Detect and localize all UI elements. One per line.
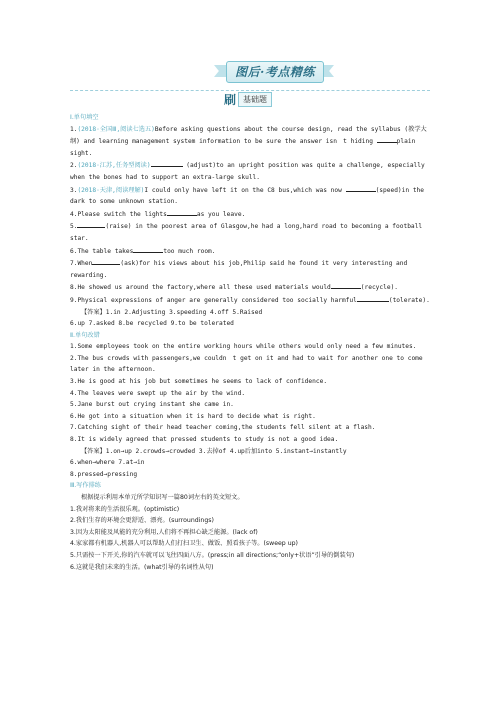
answer-blank bbox=[92, 257, 120, 265]
correction-item: 1.Some employees took on the entire working hours while others would only need a few minutes. bbox=[70, 343, 417, 351]
correction-item: 6.He got into a situation when it is hard to decide what is right. bbox=[70, 412, 316, 420]
answer-blank bbox=[77, 220, 105, 228]
answer-key: 【答案】1.on→up 2.crowds→crowded 3.去掉of 4.up后加into 5.instant→instantly bbox=[81, 447, 347, 455]
section-heading: Ⅰ.单句填空 bbox=[70, 114, 99, 121]
answer-blank bbox=[377, 135, 397, 143]
answer-key: 8.pressed→pressing bbox=[70, 470, 138, 478]
section-heading: Ⅱ.单句改错 bbox=[70, 331, 100, 339]
question-item: 6.The table takes too much room. bbox=[70, 245, 436, 258]
writing-prompt: 5.只需按一下开关,你的汽车就可以飞往四面八方。(press;in all directions;“only+状语”引导的倒装句) bbox=[70, 551, 355, 559]
header-divider bbox=[70, 90, 430, 91]
writing-instruction: 根据提示利用本单元所学知识写一篇80词左右的英文短文。 bbox=[81, 494, 244, 501]
writing-prompt: 3.因为太阳能及风能的充分利用,人们将不再担心缺乏能源。(lack of) bbox=[70, 528, 258, 536]
answer-blank bbox=[346, 184, 376, 192]
question-source: (2018·全国Ⅲ,阅读七选五) bbox=[77, 125, 155, 133]
answer-blank bbox=[331, 281, 361, 289]
answer-key: 6.when→where 7.at→in bbox=[70, 459, 145, 467]
correction-item: 4.The leaves were swept up the air by the wind. bbox=[70, 389, 246, 397]
section-heading: Ⅲ.写作排练 bbox=[70, 482, 101, 490]
question-item: 3.(2018·天津,阅读理解)I could only have left it on the C8 bus,which was now (speed)in the dark to some unknown station. bbox=[70, 184, 436, 208]
question-item: 4.Please switch the lights as you leave. bbox=[70, 208, 436, 221]
answer-blank bbox=[133, 245, 163, 253]
level-label: 基础题 bbox=[238, 92, 272, 107]
answer-blank bbox=[167, 208, 197, 216]
correction-item: 8.It is widely agreed that pressed students to study is not a good idea. bbox=[70, 436, 339, 444]
banner-title: 图后·考点精练 bbox=[235, 65, 315, 79]
answer-blank bbox=[151, 159, 183, 167]
question-item: 5. (raise) in the poorest area of Glasgow,he had a long,hard road to becoming a football star. bbox=[70, 220, 436, 244]
question-item: 9.Physical expressions of anger are generally considered too socially harmful (tolerate). bbox=[70, 294, 436, 307]
writing-prompt: 6.这就是我们未来的生活。(what引导的名词性从句) bbox=[70, 563, 214, 571]
difficulty-tag bbox=[224, 93, 272, 106]
exercise-content bbox=[70, 112, 436, 573]
answer-blank bbox=[357, 294, 389, 302]
correction-item: 5.Jane burst out crying instant she came in. bbox=[70, 401, 234, 409]
question-item: 2.(2018·江苏,任务型阅读) (adjust)to an upright position was quite a challenge, especially when the bones had to support an extra-large skull. bbox=[70, 159, 436, 183]
writing-prompt: 1.我对将来的生活很乐观。(optimistic) bbox=[70, 505, 180, 513]
correction-item: 3.He is good at his job but sometimes he seems to lack of confidence. bbox=[70, 378, 328, 386]
section-banner bbox=[212, 58, 336, 84]
question-item: 7.When (ask)for his views about his job,Philip said he found it very interesting and rewarding. bbox=[70, 257, 436, 281]
question-source: (2018·江苏,任务型阅读) bbox=[77, 162, 151, 170]
question-item: 8.He showed us around the factory,where all these used materials would (recycle). bbox=[70, 281, 436, 294]
question-source: (2018·天津,阅读理解) bbox=[77, 186, 145, 194]
question-item: 1.(2018·全国Ⅲ,阅读七选五)Before asking questions about the course design, read the syllabus (教学大纲) and learning management system information to be sure the answer isn t hiding plain sight. bbox=[70, 125, 427, 157]
writing-prompt: 4.家家都有机器人,机器人可以帮助人们打扫卫生、做饭、照看孩子等。(sweep up) bbox=[70, 540, 298, 548]
writing-prompt: 2.我们生存的环境会更舒适、漂亮。(surroundings) bbox=[70, 517, 214, 525]
correction-item: 2.The bus crowds with passengers,we couldn t get on it and had to wait for another one to come later in the afternoon. bbox=[70, 354, 423, 374]
answer-key: 6.up 7.asked 8.be recycled 9.to be tolerated bbox=[70, 320, 234, 328]
answer-key: 【答案】1.in 2.Adjusting 3.speeding 4.off 5.Raised bbox=[81, 308, 263, 316]
level-mark: 刷 bbox=[224, 93, 237, 107]
correction-item: 7.Catching sight of their head teacher coming,the students fell silent at a flash. bbox=[70, 424, 376, 432]
